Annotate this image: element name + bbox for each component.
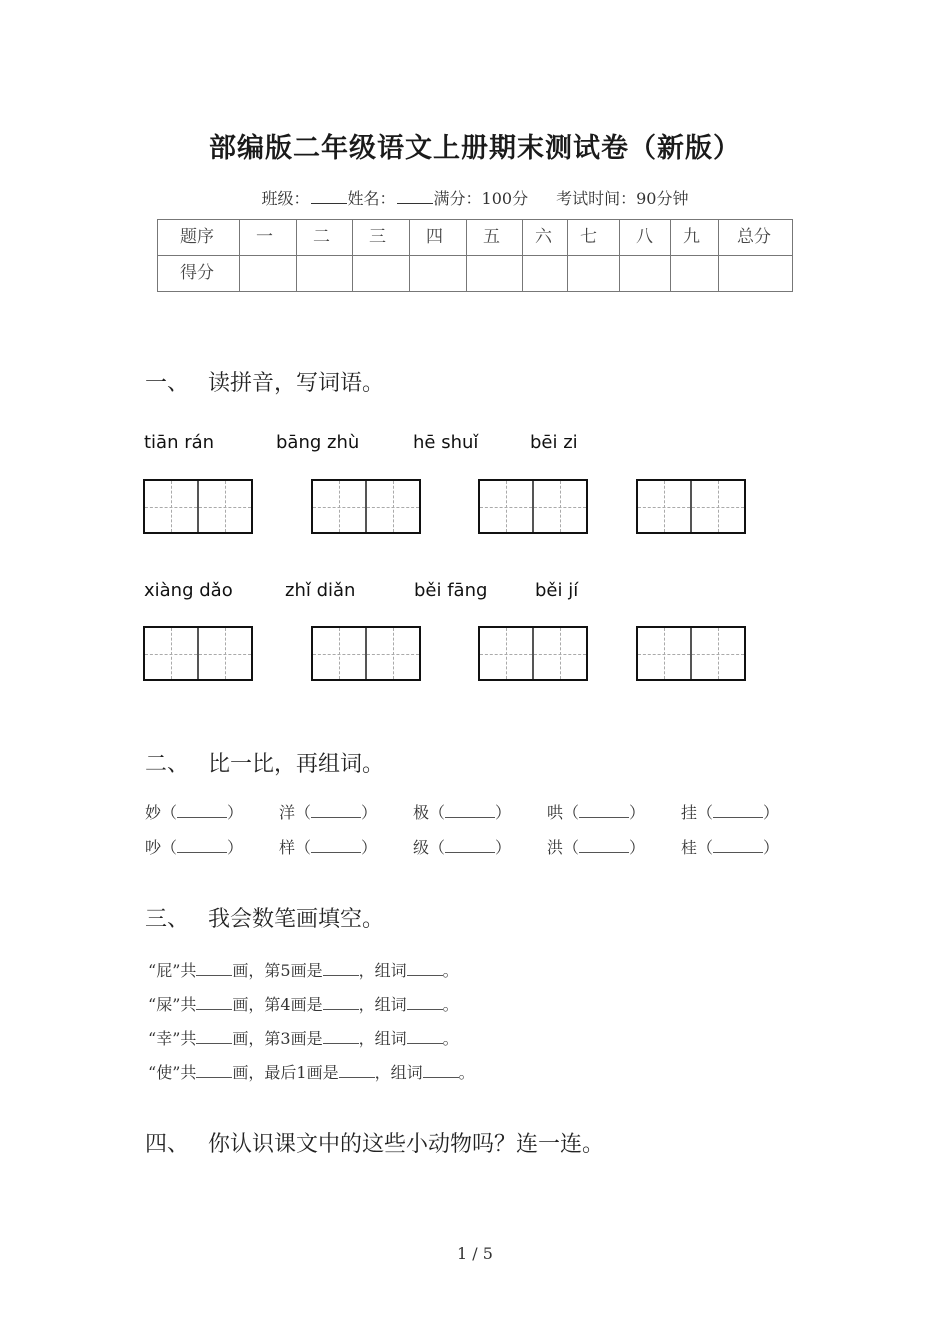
pinyin: běi jí	[535, 580, 579, 601]
stroke-line: “幸”共 画，第3画是 ，组词 。	[148, 1029, 459, 1048]
compare-row: 妙（ ） 洋（ ） 极（ ） 哄（ ） 挂（ ）	[145, 803, 780, 822]
name-blank	[397, 189, 433, 204]
score-cell[interactable]	[523, 256, 568, 292]
answer-blank[interactable]	[323, 997, 359, 1010]
answer-blank[interactable]	[196, 1065, 232, 1078]
section-number: 二、	[145, 752, 190, 777]
answer-blank[interactable]	[579, 840, 629, 853]
pinyin: zhǐ diǎn	[285, 580, 356, 601]
text: ，组词	[358, 961, 407, 980]
answer-blank[interactable]	[196, 997, 232, 1010]
score-cell[interactable]	[620, 256, 671, 292]
answer-blank[interactable]	[407, 963, 443, 976]
writing-grid[interactable]	[478, 479, 588, 534]
section-title: 读拼音，写词语。	[208, 371, 385, 396]
section-number: 一、	[145, 371, 190, 396]
section-title: 比一比，再组词。	[208, 752, 385, 777]
text: 画，	[232, 995, 265, 1014]
answer-blank[interactable]	[196, 1031, 232, 1044]
score-cell[interactable]	[353, 256, 410, 292]
col-6: 六	[523, 220, 568, 256]
class-label: 班级：	[261, 189, 310, 208]
pinyin: běi fāng	[414, 580, 488, 601]
pinyin: bēi zi	[530, 432, 578, 453]
class-blank	[311, 189, 347, 204]
answer-blank[interactable]	[713, 805, 763, 818]
text: ，组词	[358, 995, 407, 1014]
answer-blank[interactable]	[196, 963, 232, 976]
stroke-char: 使	[156, 1063, 173, 1082]
answer-blank[interactable]	[407, 1031, 443, 1044]
col-8: 八	[620, 220, 671, 256]
section-2-heading	[145, 747, 384, 778]
text: ，组词	[358, 1029, 407, 1048]
compare-char: 洋	[279, 803, 296, 822]
score-cell[interactable]	[719, 256, 793, 292]
text: 。	[442, 995, 459, 1014]
text: 。	[442, 1029, 459, 1048]
writing-grid[interactable]	[478, 626, 588, 681]
full-score: 满分：100分	[433, 189, 529, 208]
stroke-line: “屁”共 画，第5画是 ，组词 。	[148, 961, 459, 980]
text: 。	[458, 1063, 475, 1082]
col-2: 二	[297, 220, 353, 256]
answer-blank[interactable]	[407, 997, 443, 1010]
text: 共	[180, 961, 197, 980]
text: 画，	[232, 1063, 265, 1082]
page-title: 部编版二年级语文上册期末测试卷（新版）	[209, 133, 741, 164]
compare-char: 哄	[547, 803, 564, 822]
answer-blank[interactable]	[445, 805, 495, 818]
score-table-header-row	[158, 220, 793, 256]
text: 最后1画是	[264, 1063, 339, 1082]
score-table-score-row	[158, 256, 793, 292]
text: 。	[442, 961, 459, 980]
stroke-char: 幸	[156, 1029, 173, 1048]
writing-grid[interactable]	[636, 626, 746, 681]
score-cell[interactable]	[568, 256, 620, 292]
answer-blank[interactable]	[177, 805, 227, 818]
answer-blank[interactable]	[339, 1065, 375, 1078]
text: 第5画是	[264, 961, 323, 980]
writing-grid[interactable]	[311, 626, 421, 681]
score-cell[interactable]	[671, 256, 719, 292]
exam-meta	[0, 186, 950, 209]
text: ，组词	[374, 1063, 423, 1082]
pinyin: xiàng dǎo	[144, 580, 233, 601]
section-title: 我会数笔画填空。	[208, 907, 385, 932]
exam-time: 考试时间：90分钟	[556, 189, 689, 208]
writing-grid[interactable]	[143, 626, 253, 681]
section-4-heading	[145, 1127, 604, 1158]
answer-blank[interactable]	[713, 840, 763, 853]
answer-blank[interactable]	[311, 840, 361, 853]
section-number: 三、	[145, 907, 190, 932]
score-label: 得分	[158, 256, 240, 292]
compare-char: 挂	[681, 803, 698, 822]
col-1: 一	[240, 220, 297, 256]
answer-blank[interactable]	[177, 840, 227, 853]
col-5: 五	[467, 220, 523, 256]
section-title: 你认识课文中的这些小动物吗？连一连。	[208, 1132, 605, 1157]
text: 共	[180, 995, 197, 1014]
compare-row: 吵（ ） 样（ ） 级（ ） 洪（ ） 桂（ ）	[145, 838, 780, 857]
compare-char: 极	[413, 803, 430, 822]
col-total: 总分	[719, 220, 793, 256]
text: 第4画是	[264, 995, 323, 1014]
section-number: 四、	[145, 1132, 190, 1157]
answer-blank[interactable]	[323, 963, 359, 976]
stroke-line: “使”共 画，最后1画是 ，组词 。	[148, 1063, 475, 1082]
writing-grid[interactable]	[143, 479, 253, 534]
col-3: 三	[353, 220, 410, 256]
compare-char: 吵	[145, 838, 162, 857]
stroke-char: 屎	[156, 995, 173, 1014]
answer-blank[interactable]	[311, 805, 361, 818]
page-number: 1 / 5	[457, 1244, 493, 1263]
pinyin: bāng zhù	[276, 432, 360, 453]
col-9: 九	[671, 220, 719, 256]
section-1-heading	[145, 366, 384, 397]
text: 共	[180, 1063, 197, 1082]
answer-blank[interactable]	[445, 840, 495, 853]
compare-char: 洪	[547, 838, 564, 857]
score-cell[interactable]	[240, 256, 297, 292]
compare-char: 妙	[145, 803, 162, 822]
compare-char: 级	[413, 838, 430, 857]
stroke-line: “屎”共 画，第4画是 ，组词 。	[148, 995, 459, 1014]
score-table	[157, 219, 793, 292]
text: 共	[180, 1029, 197, 1048]
answer-blank[interactable]	[579, 805, 629, 818]
writing-grid[interactable]	[311, 479, 421, 534]
score-cell[interactable]	[297, 256, 353, 292]
name-label: 姓名：	[347, 189, 396, 208]
score-cell[interactable]	[410, 256, 467, 292]
answer-blank[interactable]	[323, 1031, 359, 1044]
section-3-heading	[145, 902, 384, 933]
col-7: 七	[568, 220, 620, 256]
pinyin: tiān rán	[144, 432, 215, 453]
compare-char: 桂	[681, 838, 698, 857]
text: 第3画是	[264, 1029, 323, 1048]
writing-grid[interactable]	[636, 479, 746, 534]
header-label: 题序	[158, 220, 240, 256]
stroke-char: 屁	[156, 961, 173, 980]
compare-char: 样	[279, 838, 296, 857]
text: 画，	[232, 1029, 265, 1048]
col-4: 四	[410, 220, 467, 256]
score-cell[interactable]	[467, 256, 523, 292]
pinyin: hē shuǐ	[413, 432, 479, 453]
text: 画，	[232, 961, 265, 980]
answer-blank[interactable]	[423, 1065, 459, 1078]
